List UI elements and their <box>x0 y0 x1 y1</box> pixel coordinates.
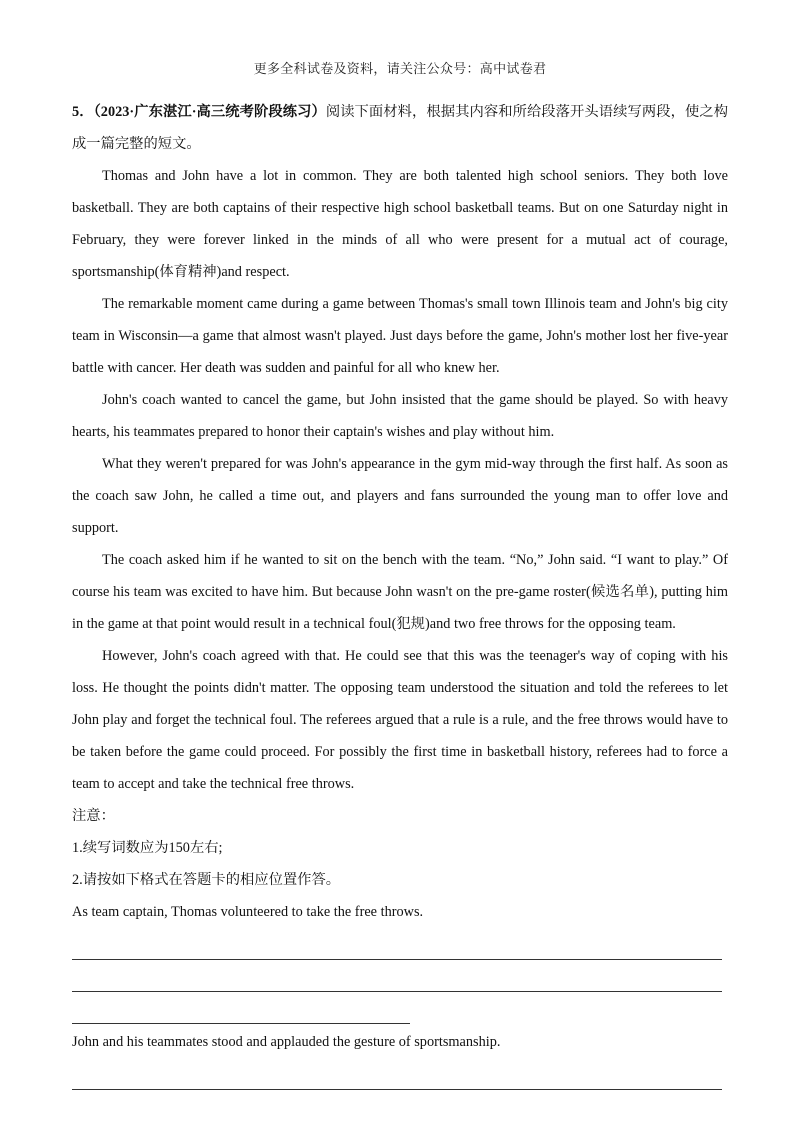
question-number: 5． <box>72 104 94 120</box>
paragraph-starter-2: John and his teammates stood and applauded the gesture of sportsmanship. <box>72 1034 501 1050</box>
passage-paragraph-6: However, John's coach agreed with that. He could see that this was the teenager's way of coping with his loss. He thought the points didn't matter. The opposing team understood the situation and told the referees to let John play and forget the technical foul. The referees argued that a rule is a rule, and the free throws would have to be taken before the game could proceed. For possibly the first time in basketball history, referees had to force a team to accept and take the technical free throws. <box>72 648 728 792</box>
answer-line-3-wrap <box>72 992 728 1024</box>
notes-label: 注意： <box>72 808 115 824</box>
answer-line-4-wrap <box>72 1058 728 1090</box>
passage-paragraph-3: John's coach wanted to cancel the game, but John insisted that the game should be played. So with heavy hearts, his teammates prepared to honor their captain's wishes and play without him. <box>72 392 728 440</box>
answer-line-3[interactable] <box>72 1023 410 1024</box>
note-item-2: 2.请按如下格式在答题卡的相应位置作答。 <box>72 872 341 888</box>
paragraph-starter-1: As team captain, Thomas volunteered to take the free throws. <box>72 904 424 920</box>
passage-paragraph-2: The remarkable moment came during a game between Thomas's small town Illinois team and John's big city team in Wisconsin—a game that almost wasn't played. Just days before the game, John's mother lost her five-year battle with cancer. Her death was sudden and painful for all who knew her. <box>72 296 728 376</box>
answer-line-2-wrap <box>72 960 728 992</box>
note-item-1: 1.续写词数应为150左右; <box>72 840 223 856</box>
question-source: （2023·广东湛江·高三统考阶段练习） <box>93 104 326 120</box>
question-prompt <box>72 96 728 160</box>
passage-paragraph-1: Thomas and John have a lot in common. They are both talented high school seniors. They both love basketball. They are both captains of their respective high school basketball teams. But on one Saturday night in February, they were forever linked in the minds of all who were present for a mutual act of courage, sportsmanship(体育精神)and respect. <box>72 168 728 280</box>
page-header: 更多全科试卷及资料，请关注公众号：高中试卷君 <box>253 61 547 76</box>
passage-paragraph-5: The coach asked him if he wanted to sit on the bench with the team. “No,” John said. “I want to play.” Of course his team was excited to have him. But because John wasn't on the pre-game roster(候选名单), putting him in the game at that point would result in a technical foul(犯规)and two free throws for the opposing team. <box>72 552 728 632</box>
question-instruction: 阅读下面材料，根据其内容和所给段落开头语续写两段，使之构成一篇完整的短文。 <box>72 104 728 152</box>
passage-paragraph-4: What they weren't prepared for was John's appearance in the gym mid-way through the first half. As soon as the coach saw John, he called a time out, and players and fans surrounded the young man to offer love and support. <box>72 456 728 536</box>
question-content <box>72 96 728 1090</box>
answer-line-4[interactable] <box>72 1089 722 1090</box>
answer-line-1-wrap <box>72 928 728 960</box>
